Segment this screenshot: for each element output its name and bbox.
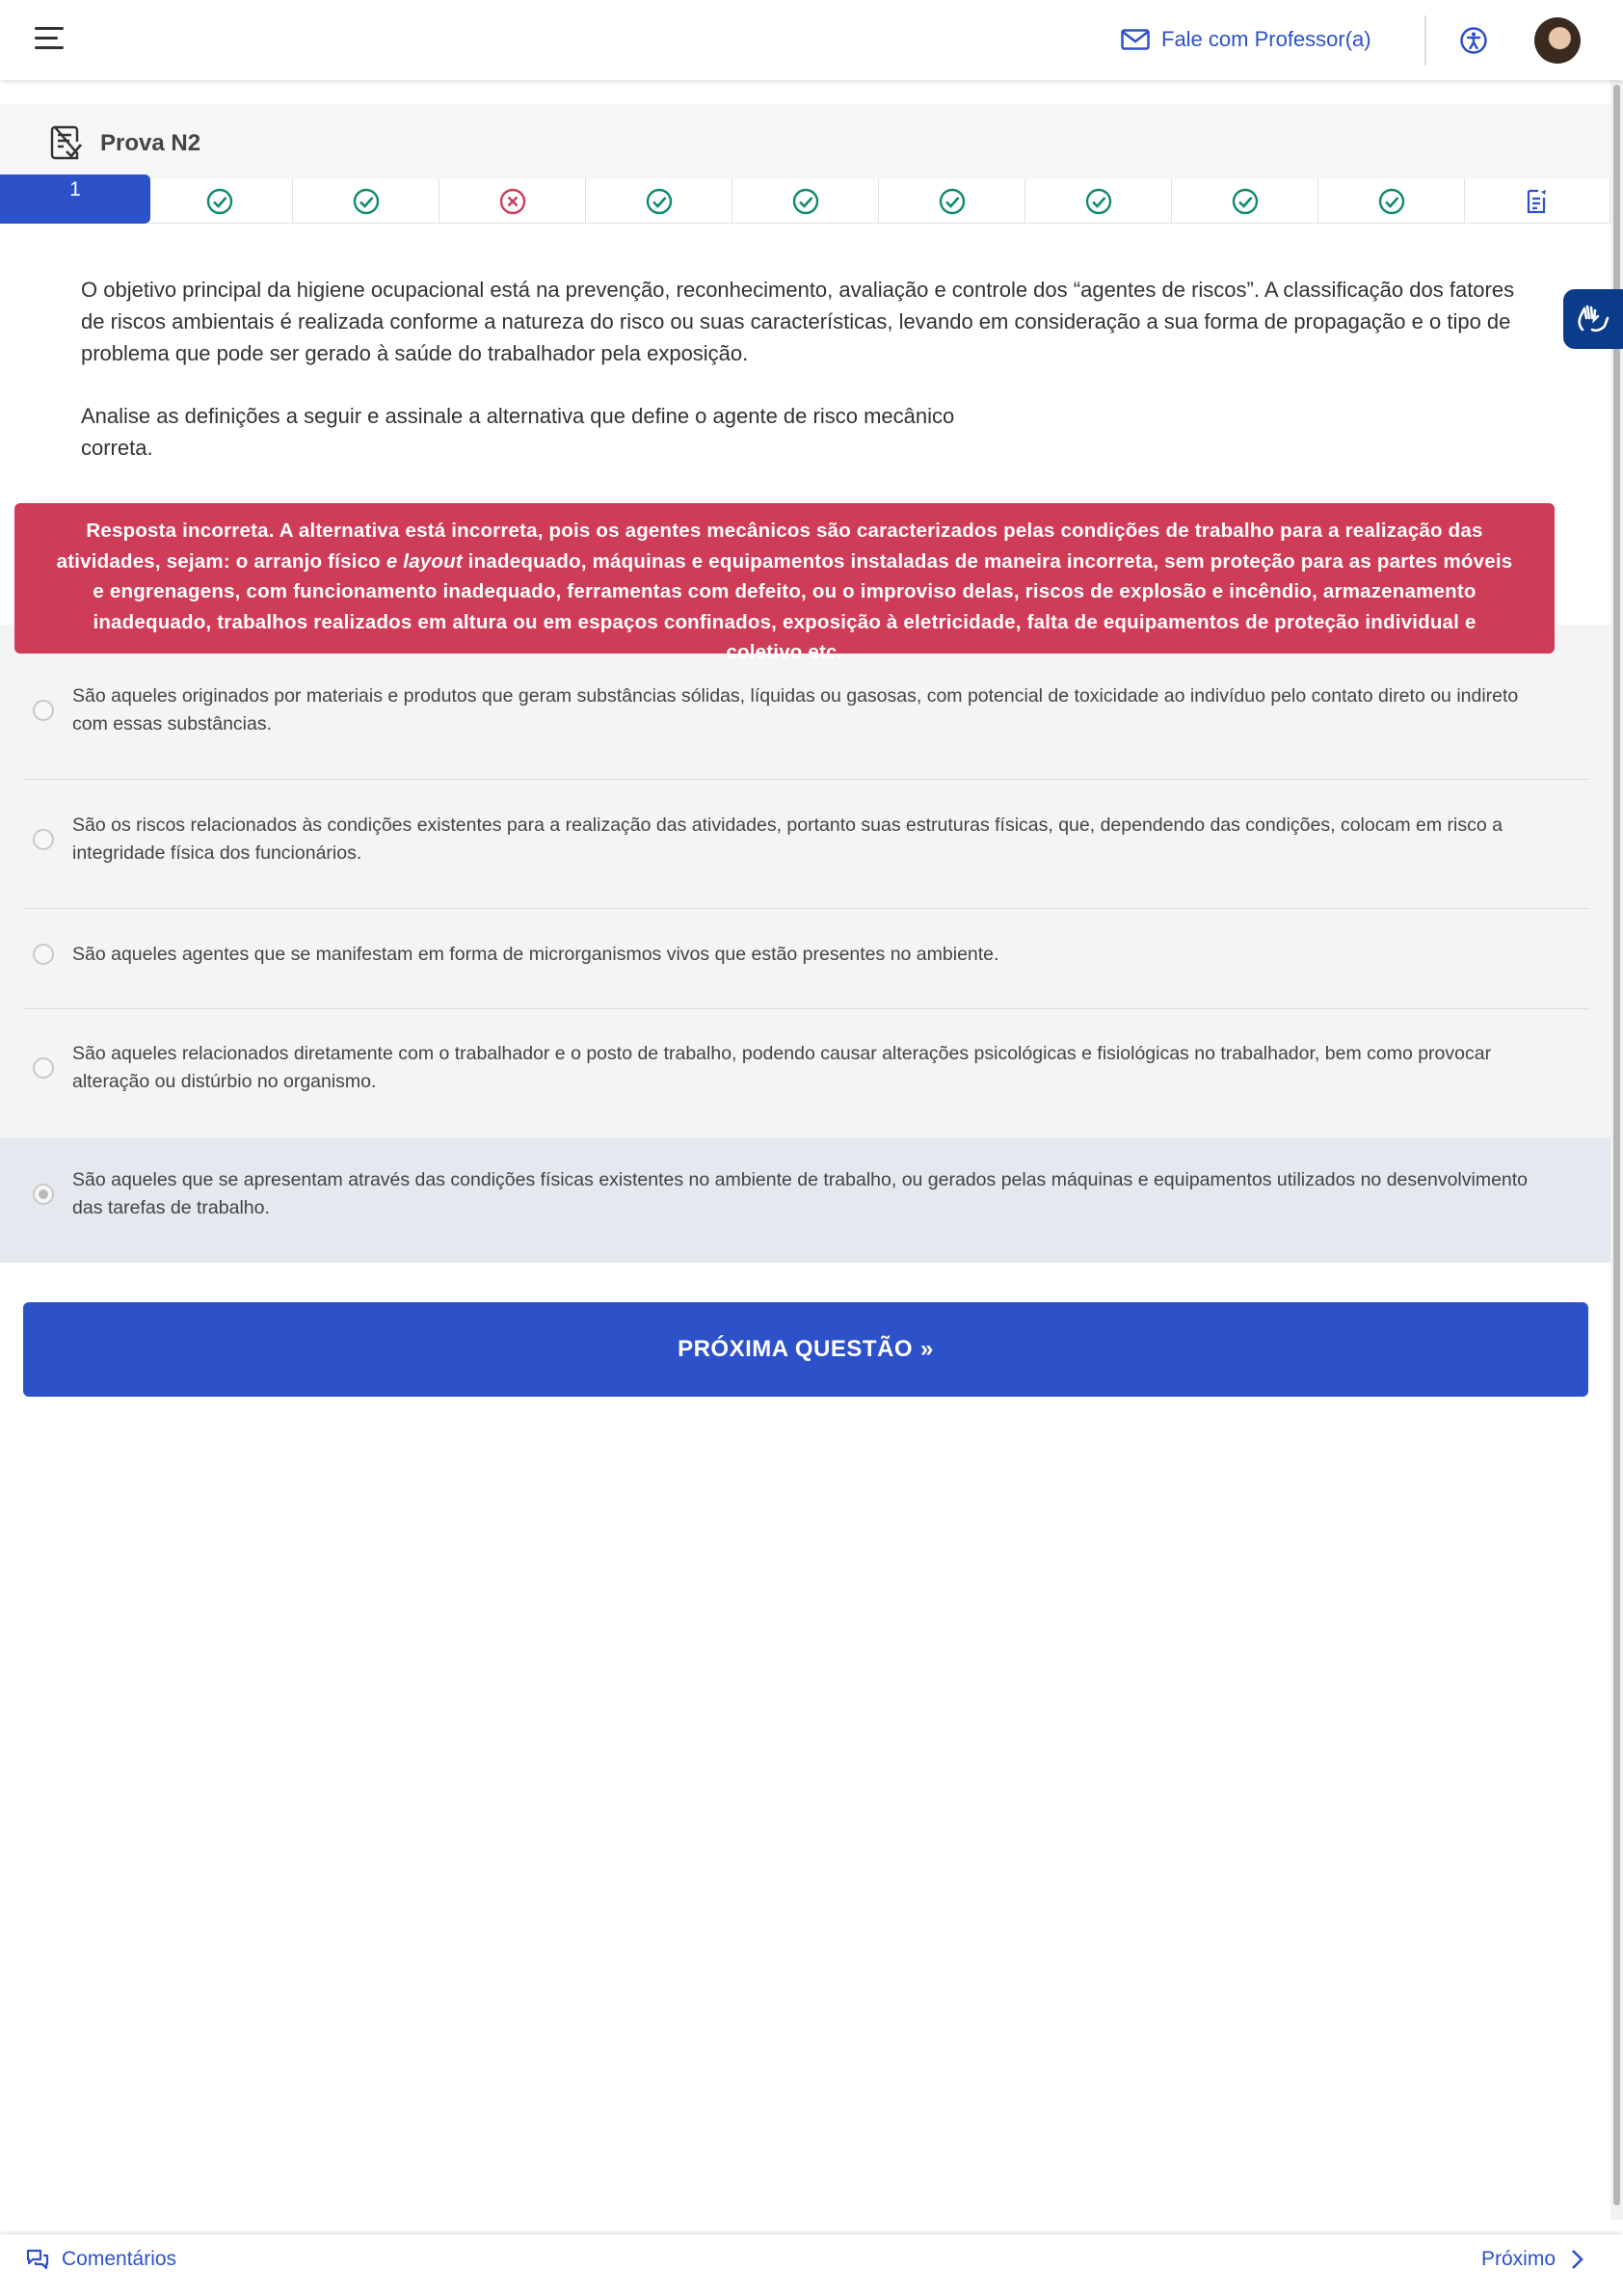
double-chevron-right-icon: »	[920, 1336, 934, 1362]
feedback-text: Resposta incorreta. A alternativa está incorreta, pois os agentes mecânicos são caracterizados pelas condições de trabalho para a realização das atividades, sejam: o arranjo físico	[56, 520, 1483, 573]
chevron-right-icon	[1571, 2249, 1584, 2270]
question-tab-correct[interactable]	[586, 179, 732, 224]
alternative-text: São os riscos relacionados às condições existentes para a realização das atividades, portanto suas estruturas físicas, que, dependendo das condições, colocam em risco a integridade física dos funcionários.	[72, 814, 1503, 864]
divider	[23, 1008, 1589, 1009]
question-tab-incorrect[interactable]	[439, 179, 586, 224]
comments-label: Comentários	[62, 2248, 177, 2270]
comments-link[interactable]	[25, 2248, 176, 2271]
check-circle-icon	[646, 188, 673, 215]
alternative-text: São aqueles agentes que se manifestam em forma de microrganismos vivos que estão presentes no ambiente.	[72, 944, 999, 965]
document-edit-icon	[1525, 188, 1550, 215]
check-circle-icon	[939, 188, 966, 215]
alternative-option[interactable]	[0, 781, 1610, 910]
question-instruction-line: correta.	[81, 436, 153, 460]
accessibility-icon[interactable]	[1459, 26, 1488, 55]
scrollbar-thumb[interactable]	[1613, 85, 1620, 2205]
question-instruction-line: Analise as definições a seguir e assinale a alternativa que define o agente de risco mecânico	[81, 404, 955, 428]
user-avatar[interactable]	[1534, 17, 1581, 64]
radio-button[interactable]	[33, 829, 54, 850]
question-tab-correct[interactable]	[1025, 179, 1172, 224]
divider	[23, 779, 1589, 780]
feedback-italic: e layout	[386, 549, 463, 573]
alternative-text: São aqueles originados por materiais e produtos que geram substâncias sólidas, líquidas ou gasosas, com potencial de toxicidade ao indivíduo pelo contato direto ou indireto com essas substâncias.	[72, 685, 1519, 734]
question-tab-correct[interactable]	[1318, 179, 1465, 224]
feedback-text: inadequado, máquinas e equipamentos instaladas de maneira incorreta, sem proteção para as partes móveis e engrenagens, com funcionamento inadequado, ferramentas com defeito, ou o improviso delas, riscos de explosão e incêndio, armazenamento inadequado, trabalhos realizados em altura ou em espaços confinados, exposição à eletricidade, falta de equipamentos de proteção individual e coletivo etc.	[93, 549, 1513, 663]
libras-translator-button[interactable]	[1563, 289, 1623, 349]
question-statement	[81, 274, 1527, 464]
check-circle-icon	[1232, 188, 1259, 215]
alternative-text: São aqueles relacionados diretamente com o trabalhador e o posto de trabalho, podendo causar alterações psicológicas e fisiológicas no trabalhador, bem como provocar alteração ou distúrbio no organismo.	[72, 1043, 1492, 1092]
check-circle-icon	[353, 188, 380, 215]
divider	[23, 908, 1589, 909]
question-tab-correct[interactable]	[732, 179, 879, 224]
radio-button[interactable]	[33, 1057, 54, 1079]
next-label: Próximo	[1481, 2248, 1556, 2270]
hands-icon	[1575, 301, 1611, 337]
check-circle-icon	[206, 188, 233, 215]
exam-title-band	[0, 104, 1610, 179]
alternative-option[interactable]	[0, 652, 1610, 781]
contact-teacher-label: Fale com Professor(a)	[1161, 27, 1371, 51]
alternative-text: São aqueles que se apresentam através das condições físicas existentes no ambiente de trabalho, ou gerados pelas máquinas e equipamentos utilizados no desenvolvimento das tarefas de trabalho.	[72, 1169, 1529, 1218]
radio-button[interactable]	[33, 1184, 54, 1205]
next-question-button[interactable]	[23, 1302, 1588, 1397]
next-question-label: PRÓXIMA QUESTÃO	[678, 1336, 914, 1362]
radio-button[interactable]	[33, 700, 54, 721]
alternative-option[interactable]	[0, 910, 1610, 1010]
radio-button[interactable]	[33, 944, 54, 965]
check-circle-icon	[792, 188, 819, 215]
x-circle-icon	[499, 188, 526, 215]
question-tab-correct[interactable]	[146, 179, 293, 224]
question-tab-correct[interactable]	[879, 179, 1025, 224]
exam-summary-tab[interactable]	[1465, 179, 1610, 224]
answer-feedback	[14, 503, 1555, 663]
alternative-option[interactable]	[0, 1137, 1610, 1263]
question-tab-correct[interactable]	[293, 179, 439, 224]
exam-title: Prova N2	[100, 130, 201, 156]
question-tab-current[interactable]	[0, 174, 150, 224]
envelope-icon	[1121, 29, 1150, 50]
question-tab-correct[interactable]	[1172, 179, 1318, 224]
alternative-option[interactable]	[0, 1010, 1610, 1137]
question-instruction	[81, 400, 1527, 464]
top-header	[0, 0, 1623, 80]
menu-icon[interactable]	[35, 27, 67, 52]
question-paragraph: O objetivo principal da higiene ocupacional está na prevenção, reconhecimento, avaliação e controle dos “agentes de riscos”. A classificação dos fatores de riscos ambientais é realizada conforme a natureza do risco ou suas características, levando em consideração a sua forma de propagação e o tipo de problema que pode ser gerado à saúde do trabalhador pela exposição.	[81, 278, 1515, 365]
comments-icon	[25, 2248, 50, 2271]
question-number: 1	[69, 178, 81, 200]
check-circle-icon	[1085, 188, 1112, 215]
exam-document-icon	[50, 124, 83, 161]
next-link[interactable]	[1481, 2248, 1584, 2271]
check-circle-icon	[1378, 188, 1405, 215]
header-divider	[1424, 15, 1426, 66]
contact-teacher-link[interactable]	[1121, 23, 1371, 56]
bottom-bar	[0, 2234, 1623, 2296]
